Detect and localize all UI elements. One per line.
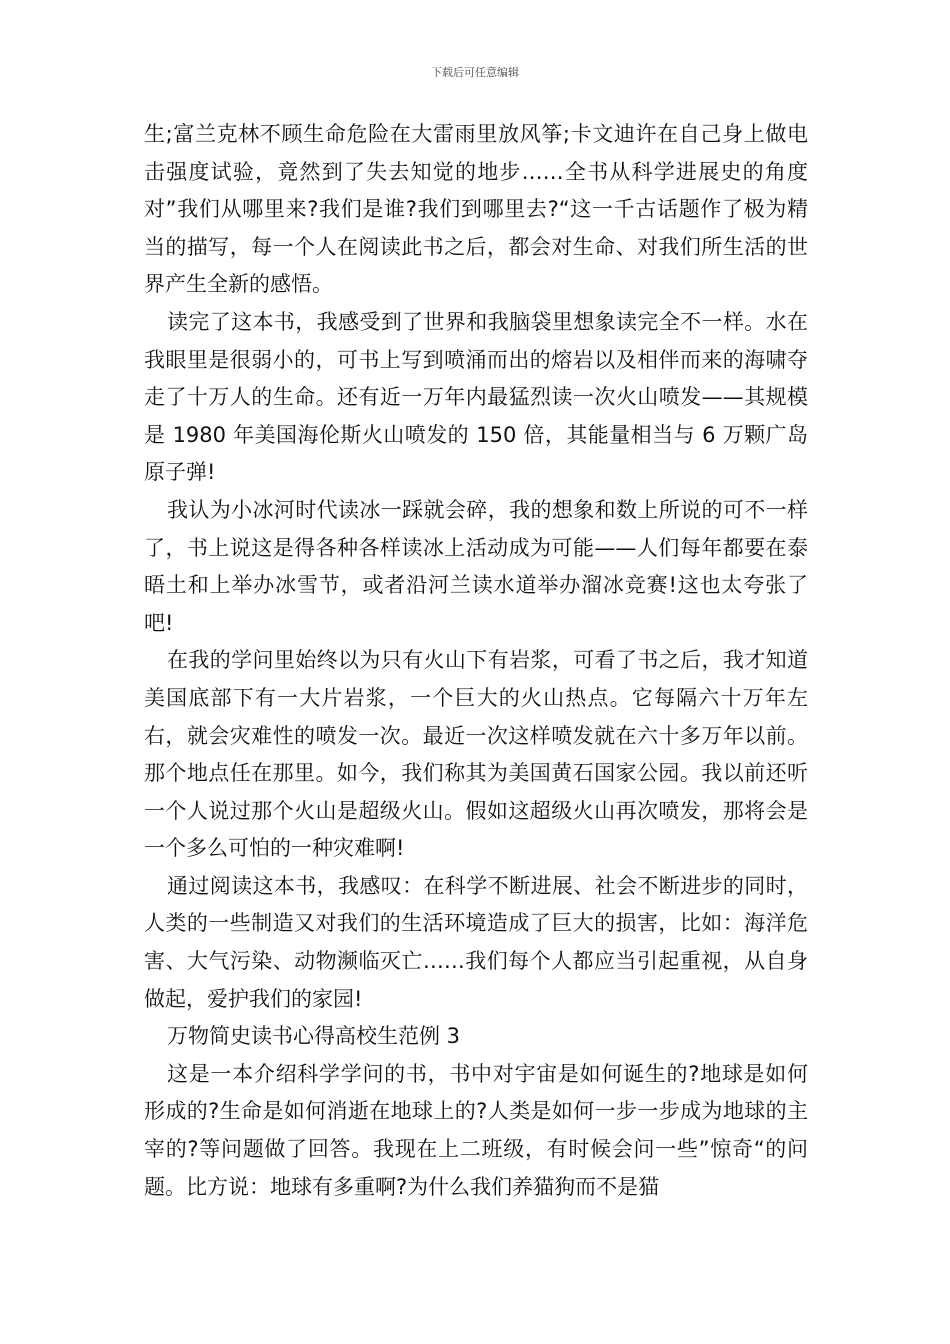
paragraph-4: 在我的学问里始终以为只有火山下有岩浆，可看了书之后，我才知道美国底部下有一大片岩浆，一个巨大的火山热点。它每隔六十万年左右，就会灾难性的喷发一次。最近一次这样喷发就在六十多万年以前。那个地点任在那里。如今，我们称其为美国黄石国家公园。我以前还听一个人说过那个火山是超级火山。假如这超级火山再次喷发，那将会是一个多么可怕的一种灾难啊!	[144, 648, 808, 861]
document-body	[144, 116, 808, 1206]
paragraph-1: 生;富兰克林不顾生命危险在大雷雨里放风筝;卡文迪许在自己身上做电击强度试验，竟然到了失去知觉的地步……全书从科学进展史的角度对”我们从哪里来?我们是谁?我们到哪里去?“这一千古话题作了极为精当的描写，每一个人在阅读此书之后，都会对生命、对我们所生活的世界产生全新的感悟。	[144, 122, 808, 297]
paragraph-5: 通过阅读这本书，我感叹：在科学不断进展、社会不断进步的同时，人类的一些制造又对我们的生活环境造成了巨大的损害，比如：海洋危害、大气污染、动物濒临灭亡……我们每个人都应当引起重视，从自身做起，爱护我们的家园!	[144, 873, 808, 1011]
section-heading: 万物简史读书心得高校生范例 3	[167, 1024, 461, 1049]
paragraph-3: 我认为小冰河时代读冰一踩就会碎，我的想象和数上所说的可不一样了，书上说这是得各种各样读冰上活动成为可能——人们每年都要在泰晤土和上举办冰雪节，或者沿河兰读水道举办溜冰竞赛!这也太夸张了吧!	[144, 497, 808, 635]
paragraph-2: 读完了这本书，我感受到了世界和我脑袋里想象读完全不一样。水在我眼里是很弱小的，可书上写到喷涌而出的熔岩以及相伴而来的海啸夺走了十万人的生命。还有近一万年内最猛烈读一次火山喷发——其规模是 1980 年美国海伦斯火山喷发的 150 倍，其能量相当与 6 万颗广岛原子弹!	[144, 309, 808, 485]
page-header: 下载后可任意编辑	[431, 66, 519, 79]
paragraph-6: 这是一本介绍科学学问的书，书中对宇宙是如何诞生的?地球是如何形成的?生命是如何消逝在地球上的?人类是如何一步一步成为地球的主宰的?等问题做了回答。我现在上二班级，有时候会问一些”惊奇“的问题。比方说：地球有多重啊?为什么我们养猫狗而不是猫	[144, 1061, 808, 1199]
